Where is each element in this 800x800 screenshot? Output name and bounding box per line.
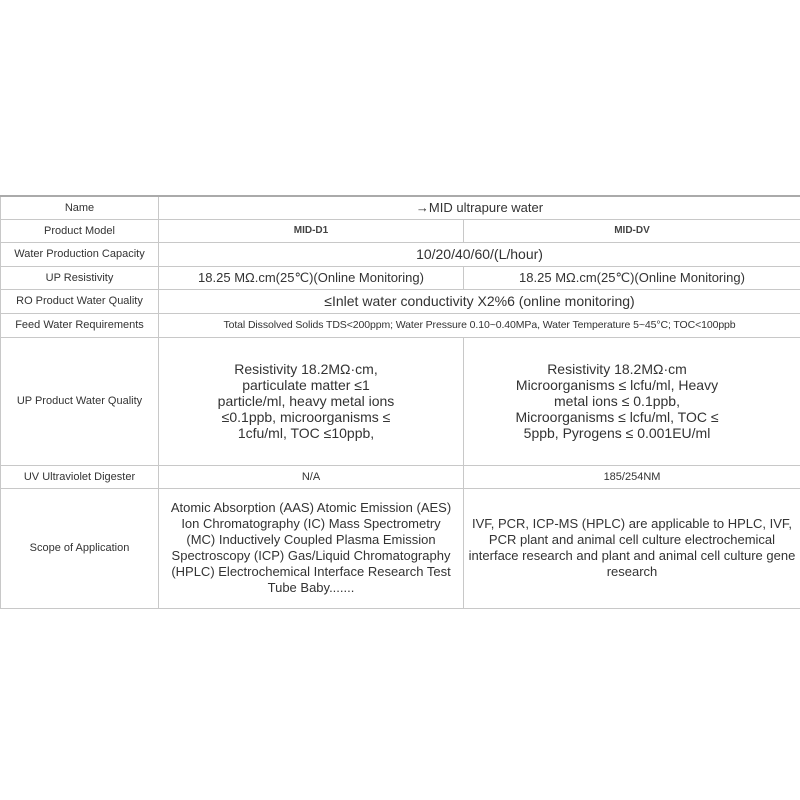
row-ro-quality bbox=[1, 289, 800, 313]
value-up-resistivity-a: 18.25 MΩ.cm(25℃)(Online Monitoring) bbox=[159, 266, 464, 289]
label-up-resistivity: UP Resistivity bbox=[1, 266, 159, 289]
value-capacity: 10/20/40/60/(L/hour) bbox=[159, 242, 800, 266]
label-scope: Scope of Application bbox=[1, 488, 159, 608]
row-uv bbox=[1, 465, 800, 488]
label-feed: Feed Water Requirements bbox=[1, 313, 159, 337]
value-feed: Total Dissolved Solids TDS<200ppm; Water Pressure 0.10~0.40MPa, Water Temperature 5~45°C; TOC<100ppb bbox=[159, 313, 800, 337]
row-up-resistivity bbox=[1, 266, 800, 289]
value-uv-a: N/A bbox=[159, 465, 464, 488]
value-model-a: MID-D1 bbox=[159, 219, 464, 242]
row-model bbox=[1, 219, 800, 242]
value-scope-a: Atomic Absorption (AAS) Atomic Emission (AES) Ion Chromatography (IC) Mass Spectrometry (MC) Inductively Coupled Plasma Emission Spectroscopy (ICP) Gas/Liquid Chromatography (HPLC) Electrochemical Interface Research Test Tube Baby....... bbox=[159, 488, 464, 608]
row-name bbox=[1, 196, 800, 219]
row-scope bbox=[1, 488, 800, 608]
value-name: →MID ultrapure water bbox=[159, 196, 800, 219]
value-up-resistivity-b: 18.25 MΩ.cm(25℃)(Online Monitoring) bbox=[464, 266, 800, 289]
value-scope-b: IVF, PCR, ICP-MS (HPLC) are applicable to HPLC, IVF, PCR plant and animal cell culture electrochemical interface research and plant and animal cell culture gene research bbox=[464, 488, 800, 608]
row-up-quality bbox=[1, 337, 800, 465]
label-model: Product Model bbox=[1, 219, 159, 242]
label-up-quality: UP Product Water Quality bbox=[1, 337, 159, 465]
value-up-quality-b: Resistivity 18.2MΩ·cm Microorganisms ≤ lcfu/ml, Heavy metal ions ≤ 0.1ppb, Microorganisms ≤ lcfu/ml, TOC ≤ 5ppb, Pyrogens ≤ 0.001EU/ml bbox=[464, 337, 800, 465]
value-up-quality-a: Resistivity 18.2MΩ·cm, particulate matter ≤1 particle/ml, heavy metal ions ≤0.1ppb, microorganisms ≤ 1cfu/ml, TOC ≤10ppb, bbox=[159, 337, 464, 465]
value-uv-b: 185/254NM bbox=[464, 465, 800, 488]
value-ro-quality: ≤Inlet water conductivity X2%6 (online monitoring) bbox=[159, 289, 800, 313]
row-capacity bbox=[1, 242, 800, 266]
value-model-b: MID-DV bbox=[464, 219, 800, 242]
label-name: Name bbox=[1, 196, 159, 219]
label-ro-quality: RO Product Water Quality bbox=[1, 289, 159, 313]
label-uv: UV Ultraviolet Digester bbox=[1, 465, 159, 488]
label-capacity: Water Production Capacity bbox=[1, 242, 159, 266]
row-feed bbox=[1, 313, 800, 337]
spec-table bbox=[0, 195, 800, 609]
